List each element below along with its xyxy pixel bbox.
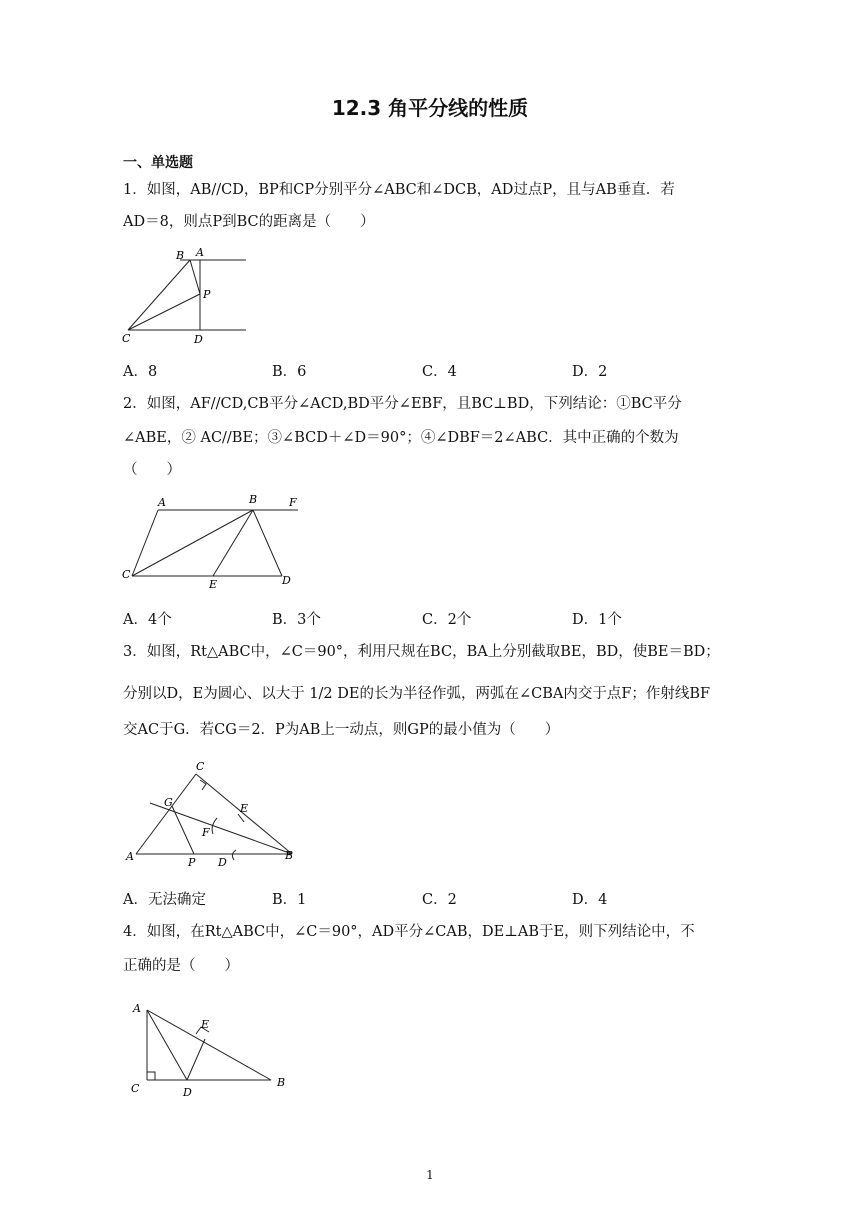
q2-label-a: A (158, 496, 166, 509)
q1-label-p: P (203, 288, 211, 301)
page-number: 1 (426, 1168, 434, 1182)
q2-option-c: C．2个 (422, 612, 472, 628)
q3-option-c: C．2 (422, 892, 457, 908)
q3-label-b: B (285, 849, 294, 862)
q1-line-1: 1．如图，AB//CD，BP和CP分别平分∠ABC和∠DCB，AD过点P，且与AB垂直．若 (123, 182, 675, 198)
q2-line-2: ∠ABE，② AC//BE；③∠BCD＋∠D＝90°；④∠DBF＝2∠ABC．其中正确的个数为 (123, 430, 679, 446)
q3-option-b: B．1 (272, 892, 307, 908)
q2-label-e: E (209, 578, 218, 590)
q4-line-1: 4．如图，在Rt△ABC中，∠C＝90°，AD平分∠CAB，DE⊥AB于E，则下列结论中，不 (123, 924, 695, 940)
q1-option-d: D．2 (572, 364, 608, 380)
q1-label-b: B (176, 249, 185, 262)
q4-label-b: B (277, 1076, 286, 1089)
q2-line-3: （ ） (123, 462, 181, 478)
q1-figure (118, 244, 253, 346)
q4-label-e: E (201, 1018, 210, 1031)
q3-label-g: G (164, 796, 173, 809)
q4-line-2: 正确的是（ ） (123, 958, 239, 974)
q2-line-1: 2．如图，AF//CD,CB平分∠ACD,BD平分∠EBF，且BC⊥BD，下列结论：①BC平分 (123, 396, 682, 412)
q1-label-d: D (194, 333, 203, 346)
q2-option-a: A．4个 (123, 612, 172, 628)
q3-figure (118, 756, 304, 868)
q2-label-b: B (249, 493, 258, 506)
q1-line-2: AD＝8，则点P到BC的距离是（ ） (123, 214, 375, 230)
q1-option-c: C．4 (422, 364, 457, 380)
q2-figure (118, 492, 308, 590)
q1-option-b: B．6 (272, 364, 307, 380)
q3-label-c: C (196, 760, 205, 773)
q3-line-1: 3．如图，Rt△ABC中，∠C＝90°，利用尺规在BC，BA上分别截取BE，BD，使BE＝BD； (123, 644, 720, 660)
page-title: 12.3 角平分线的性质 (331, 96, 529, 120)
q3-line-2: 分别以D，E为圆心、以大于 1/2 DE的长为半径作弧，两弧在∠CBA内交于点F；作射线BF (123, 686, 711, 702)
q3-label-a: A (126, 850, 134, 863)
q3-label-e: E (240, 802, 249, 815)
q3-option-d: D．4 (572, 892, 608, 908)
q1-option-a: A．8 (123, 364, 158, 380)
q2-option-d: D．1个 (572, 612, 622, 628)
q1-label-a: A (196, 246, 204, 259)
q3-label-d: D (218, 856, 227, 868)
q2-label-d: D (282, 574, 291, 587)
q2-label-c: C (122, 568, 131, 581)
q4-label-d: D (183, 1086, 192, 1099)
q3-label-f: F (202, 826, 210, 839)
q4-figure (125, 996, 295, 1100)
q3-option-a: A．无法确定 (123, 892, 206, 908)
q4-label-a: A (133, 1002, 141, 1015)
q4-label-c: C (131, 1082, 140, 1095)
q2-label-f: F (289, 496, 297, 509)
q1-label-c: C (122, 332, 131, 345)
q2-option-b: B．3个 (272, 612, 321, 628)
q3-label-p: P (188, 856, 196, 868)
q3-line-3: 交AC于G．若CG＝2．P为AB上一动点，则GP的最小值为（ ） (123, 722, 560, 738)
section-heading: 一、单选题 (123, 155, 193, 171)
